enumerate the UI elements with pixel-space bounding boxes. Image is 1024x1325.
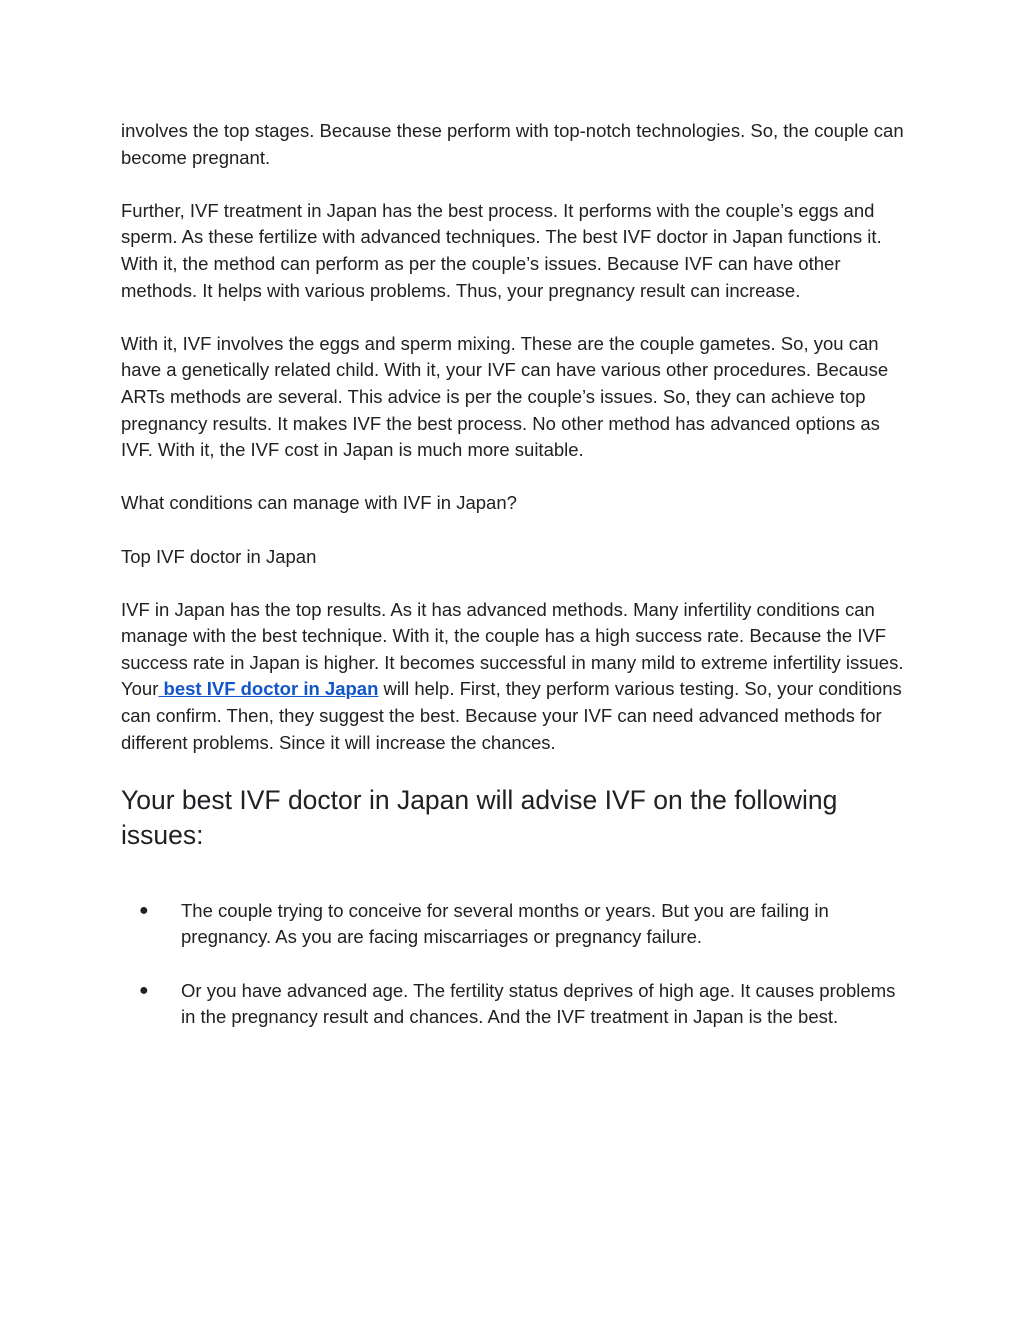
document-page <box>121 118 906 1057</box>
best-ivf-doctor-link[interactable]: best IVF doctor in Japan <box>158 678 379 700</box>
paragraph-top-doctor: Top IVF doctor in Japan <box>121 545 317 567</box>
paragraph-conditions-question: What conditions can manage with IVF in Japan? <box>121 492 517 514</box>
paragraph-intro: involves the top stages. Because these perform with top-notch technologies. So, the couple can become pregnant. <box>121 120 904 168</box>
paragraph-text-before-link: IVF in Japan has the top results. As it has advanced methods. Many infertility conditions can manage with the best technique. With it, the couple has a high success rate. Because the IVF success rate in Japan is higher. It becomes successful in many mild to extreme infertility issues. Your <box>121 598 904 700</box>
bullet-icon: ● <box>139 901 149 919</box>
list-item <box>121 978 906 1031</box>
paragraph-text-after-link: will help. First, they perform various testing. So, your conditions can confirm. Then, they suggest the best. Because your IVF can need advanced methods for different problems. Since it will increase the chances. <box>121 678 902 753</box>
list-item-text: Or you have advanced age. The fertility status deprives of high age. It causes problems in the pregnancy result and chances. And the IVF treatment in Japan is the best. <box>181 979 896 1028</box>
bullet-icon: ● <box>139 981 149 999</box>
paragraph-ivf-results <box>121 597 906 757</box>
paragraph-ivf-treatment: Further, IVF treatment in Japan has the best process. It performs with the couple’s eggs and sperm. As these fertilize with advanced techniques. The best IVF doctor in Japan functions it. With it, the method can perform as per the couple’s issues. Because IVF can have other methods. It helps with various problems. Thus, your pregnancy result can increase. <box>121 199 882 301</box>
list-item-text: The couple trying to conceive for several months or years. But you are failing in pregnancy. As you are facing miscarriages or pregnancy failure. <box>181 899 829 948</box>
issues-list <box>121 898 906 1031</box>
list-item <box>121 898 906 951</box>
section-heading: Your best IVF doctor in Japan will advise IVF on the following issues: <box>121 784 838 850</box>
paragraph-ivf-gametes: With it, IVF involves the eggs and sperm mixing. These are the couple gametes. So, you can have a genetically related child. With it, your IVF can have various other procedures. Because ARTs methods are several. This advice is per the couple’s issues. So, they can achieve top pregnancy results. It makes IVF the best process. No other method has advanced options as IVF. With it, the IVF cost in Japan is much more suitable. <box>121 332 889 461</box>
